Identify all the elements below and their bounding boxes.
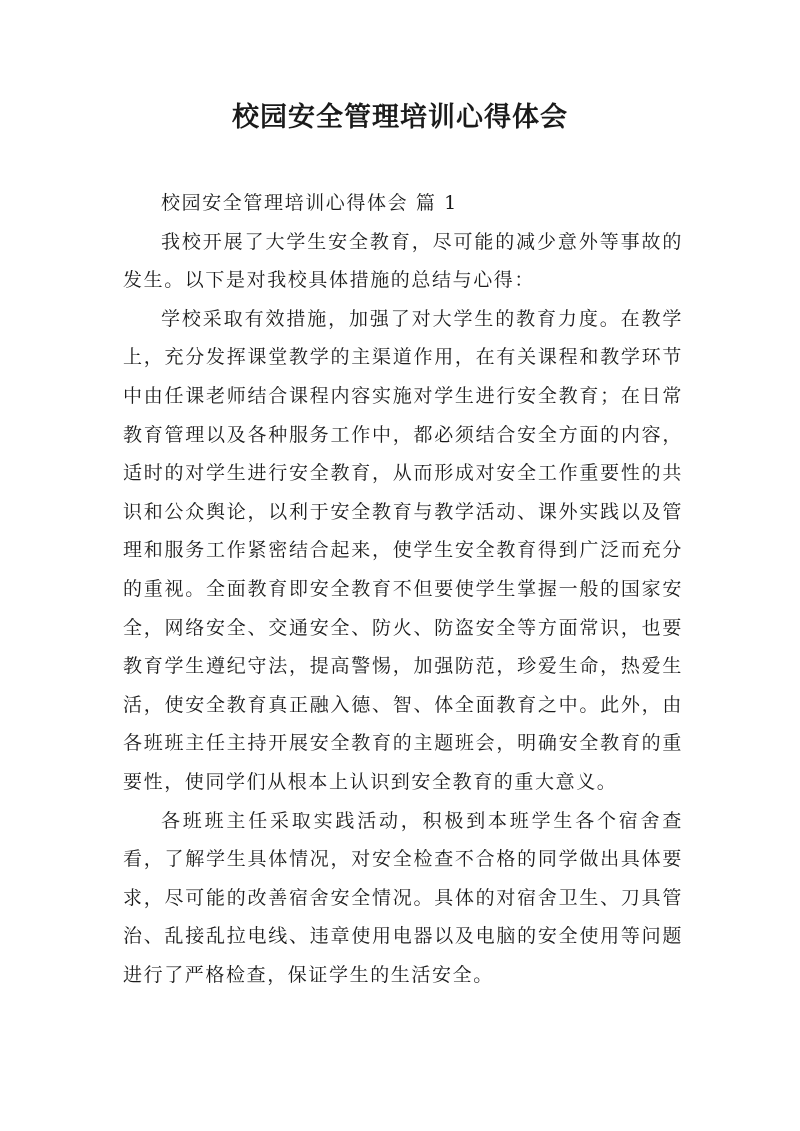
document-body bbox=[123, 184, 683, 994]
document-title: 校园安全管理培训心得体会 bbox=[232, 102, 568, 133]
paragraph-school-measures: 学校采取有效措施，加强了对大学生的教育力度。在教学上，充分发挥课堂教学的主渠道作用，在有关课程和教学环节中由任课老师结合课程内容实施对学生进行安全教育；在日常教育管理以及各种服务工作中，都必须结合安全方面的内容，适时的对学生进行安全教育，从而形成对安全工作重要性的共识和公众舆论，以利于安全教育与教学活动、课外实践以及管理和服务工作紧密结合起来，使学生安全教育得到广泛而充分的重视。全面教育即安全教育不但要使学生掌握一般的国家安全，网络安全、交通安全、防火、防盗安全等方面常识，也要教育学生遵纪守法，提高警惕，加强防范，珍爱生命，热爱生活，使安全教育真正融入德、智、体全面教育之中。此外，由各班班主任主持开展安全教育的主题班会，明确安全教育的重要性，使同学们从根本上认识到安全教育的重大意义。 bbox=[123, 307, 683, 793]
paragraph-dorm-inspection: 各班班主任采取实践活动，积极到本班学生各个宿舍查看，了解学生具体情况，对安全检查不合格的同学做出具体要求，尽可能的改善宿舍安全情况。具体的对宿舍卫生、刀具管治、乱接乱拉电线、违章使用电器以及电脑的安全使用等问题进行了严格检查，保证学生的生活安全。 bbox=[123, 809, 683, 986]
paragraph-intro: 我校开展了大学生安全教育，尽可能的减少意外等事故的发生。以下是对我校具体措施的总结与心得： bbox=[123, 230, 683, 292]
section-heading: 校园安全管理培训心得体会 篇 1 bbox=[161, 192, 458, 214]
